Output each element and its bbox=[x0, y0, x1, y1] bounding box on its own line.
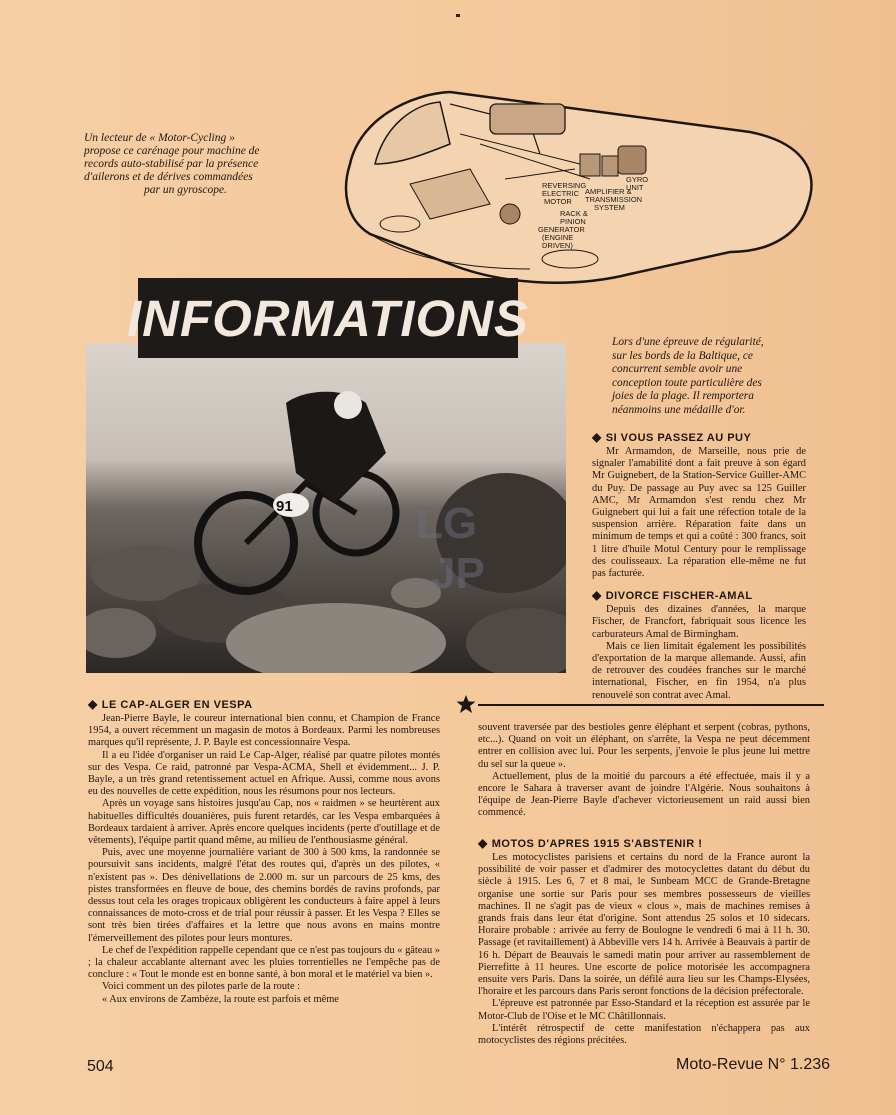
top-caption-line: propose ce carénage pour machine de bbox=[84, 145, 260, 157]
section-heading-puy bbox=[592, 430, 806, 444]
print-mark bbox=[456, 14, 460, 17]
watermark-text: JP bbox=[431, 549, 485, 598]
diagram-label: REVERSING bbox=[542, 181, 587, 190]
diagram-label: SYSTEM bbox=[594, 203, 625, 212]
number-plate: 91 bbox=[276, 498, 293, 515]
section-heading-motos-1915 bbox=[478, 836, 810, 850]
paragraph: Jean-Pierre Bayle, le coureur international bien connu, et Champion de France 1954, a ouvert récemment un magasin de motos à Bordeaux. Parmi les nombreuses marques qu'il représente, J. P. Bayle est concessionnaire Vespa. bbox=[88, 713, 440, 749]
top-caption-line: Un lecteur de « Motor-Cycling » bbox=[84, 132, 235, 144]
fairing-diagram bbox=[330, 84, 820, 299]
diagram-label: (ENGINE bbox=[542, 233, 574, 242]
top-caption-line: records auto-stabilisé par la présence bbox=[84, 158, 259, 170]
paragraph: « Aux environs de Zambèze, la route est parfois et même bbox=[102, 993, 339, 1005]
paragraph: L'épreuve est patronnée par Esso-Standard et la réception est assurée par le Motor-Club de l'Oise et le MC Châtillonnais. bbox=[478, 998, 810, 1022]
paragraph: Voici comment un des pilotes parle de la route : bbox=[102, 981, 301, 993]
top-caption-line: par un gyroscope. bbox=[144, 184, 227, 196]
article-vespa-continuation bbox=[478, 722, 810, 820]
diamond-bullet-icon: ◆ bbox=[592, 430, 602, 444]
paragraph: Mais ce lien limitait également les possibilités d'exportation de la marque allemande. Aussi, afin de retrouver des coudées franches sur le marché international, Fischer, en fin 1954, n'a plus renouvelé son contrat avec Amal. bbox=[592, 640, 806, 701]
photo-caption-line: Lors d'une épreuve de régularité, bbox=[612, 336, 764, 348]
watermark-text: LG bbox=[416, 499, 478, 548]
diagram-label: DRIVEN) bbox=[542, 241, 573, 250]
article-divorce bbox=[592, 604, 806, 702]
star-icon bbox=[456, 694, 824, 714]
paragraph: Les motocyclistes parisiens et certains du nord de la France auront la possibilité de voir passer et d'admirer des motocyclettes datant du début du siècle à 1915. Les 6, 7 et 8 mai, le Sunbeam MCC de Grande-Bretagne organise une sortie sur Paris pour ses membres possesseurs de vieilles machines. Il ne s'agit pas de vieux « clous », mais de machines remises à grands frais dans leur état d'origine. Sont attendus 25 solos et 10 sidecars. Horaire probable : arrivée au ferry de Boulogne le vendredi 6 mai à 11 h. 30. Passage (et ravitaillement) à Abbeville vers 14 h. Arrivée à Beauvais à partir de 16 h. Départ de Beauvais le samedi matin pour arriver au rassemblement de Pierrefitte à 11 heures. Une escorte de police motorisée les accompagnera ensuite vers Paris. Dans la soirée, un défilé aura lieu sur les Champs-Elysées, l'horaire et les parcours dans Paris seront fonctions de la décision préfectorale. bbox=[478, 852, 810, 998]
diagram-label: GYRO bbox=[626, 175, 649, 184]
page-title: INFORMATIONS bbox=[138, 278, 518, 358]
section-heading-vespa bbox=[88, 697, 440, 711]
paragraph: L'intérêt rétrospectif de cette manifestation n'échappera pas aux motocyclistes des régions précitées. bbox=[478, 1022, 810, 1047]
top-caption bbox=[84, 132, 324, 197]
photo-caption-line: sur les bords de la Baltique, ce bbox=[612, 349, 753, 362]
photo-caption-line: concurrent semble avoir une bbox=[612, 363, 743, 375]
paragraph: Actuellement, plus de la moitié du parcours a été effectuée, mais il y a encore le Sahara à traverser avant de joindre l'Algérie. Nous souhaitons à l'équipe de Jean-Pierre Bayle d'achever victorieusement un raid aussi bien commencé. bbox=[478, 770, 810, 819]
paragraph: Depuis des dizaines d'années, la marque Fischer, de Francfort, fabriquait sous licence les carburateurs Amal de Birmingham. bbox=[592, 604, 806, 640]
photo-caption-line: conception toute particulière des bbox=[612, 376, 762, 389]
paragraph: Après un voyage sans histoires jusqu'au Cap, nos « raidmen » se heurtèrent aux habituelles difficultés douanières, puis furent retardés, car les Vespa embarquées à Bordeaux tardaient à arriver. Après encore quelques incidents (perte d'outillage et de vêtements), l'équipe partit quand même, au milieu de l'enthousiasme général. bbox=[88, 798, 440, 847]
page-number: 504 bbox=[87, 1058, 114, 1075]
diagram-label: UNIT bbox=[626, 183, 644, 192]
diagram-label: RACK & bbox=[560, 209, 588, 218]
heading-text: DIVORCE FISCHER-AMAL bbox=[605, 590, 753, 603]
photo-caption-line: néanmoins une médaille d'or. bbox=[612, 403, 746, 416]
paragraph: souvent traversée par des bestioles genre éléphant et serpent (cobras, pythons, etc...). Quand on voit un éléphant, on s'arrête, la Vespa ne peut décemment entrer en collision avec lui. Pour les serpents, j'envoie le plus jeune lui mettre du sel sur la queue ». bbox=[478, 722, 810, 770]
article-motos-1915 bbox=[478, 836, 810, 1047]
diamond-bullet-icon: ◆ bbox=[478, 836, 488, 850]
left-column bbox=[88, 697, 440, 1006]
diagram-label: PINION bbox=[560, 217, 586, 226]
beach-photo bbox=[86, 343, 566, 673]
photo-caption bbox=[612, 336, 806, 417]
fairing-illustration bbox=[330, 84, 820, 299]
star-rule-divider bbox=[456, 694, 824, 714]
diamond-bullet-icon: ◆ bbox=[88, 697, 98, 711]
paragraph: Il a eu l'idée d'organiser un raid Le Cap-Alger, réalisé par quatre pilotes montés sur des Vespa. Ce raid, patronné par Vespa-ACMA, Shell et évidemment... J. P. Bayle, a un très grand retentissement actuel en Afrique. Aussi, comme nous avons eu des nouvelles de cette expédition, nous les résumons pour nos lecteurs. bbox=[88, 749, 440, 798]
section-heading-divorce bbox=[592, 588, 806, 602]
top-caption-line: d'ailerons et de dérives commandées bbox=[84, 171, 253, 183]
diagram-label: MOTOR bbox=[544, 197, 572, 206]
paragraph: Le chef de l'expédition rappelle cependant que ce n'est pas toujours du « gâteau » ; la chaleur accablante alternant avec les pluies torrentielles ne l'empêche pas de conclure : « Tout le monde est en bonne santé, à bon moral et le matériel va bien ». bbox=[88, 944, 440, 981]
paragraph: Mr Armamdon, de Marseille, nous prie de signaler l'amabilité dont a fait preuve à son égard Mr Guignebert, de la Station-Service Guiller-AMC du Puy. De passage au Puy avec sa 125 Guiller AMC, Mr Armamdon s'est rendu chez Mr Guignebert qui lui a fait une réfection totale de la suspension arrière. Réparation faite dans un minimum de temps et qui a coûté : 300 francs, soit 1 litre d'huile Motul Century pour le remplissage des coulisseaux. La réparation elle-même ne fut pas facturée. bbox=[592, 446, 806, 580]
heading-text: LE CAP-ALGER EN VESPA bbox=[101, 699, 253, 711]
paragraph: Puis, avec une moyenne journalière variant de 300 à 500 kms, la randonnée se poursuivit sans incidents, malgré l'état des routes qui, d'après un des pilotes, « n'existent pas ». Des dénivellations de 2.000 m. sur un parcours de 25 kms, des pistes transformées en fleuve de boue, des chemins bordés de ravins profonds, par dessus tout cela les orages tropicaux obligèrent les conducteurs à faire appel à leurs connaissances de moto-cross et de trial pour réussir à passer. Et les Vespa ? Elles se sont très bien tirées d'affaires et la lettre que nous avons en mains montre l'émerveillement des pilotes pour leurs montures. bbox=[88, 847, 440, 944]
diamond-bullet-icon: ◆ bbox=[592, 588, 602, 603]
article-puy bbox=[592, 446, 806, 580]
diagram-label: AMPLIFIER & bbox=[585, 187, 632, 196]
diagram-label: GENERATOR bbox=[538, 225, 585, 234]
diagram-label: ELECTRIC bbox=[542, 189, 580, 198]
photo-caption-line: joies de la plage. Il remportera bbox=[612, 390, 754, 402]
article-vespa bbox=[88, 713, 440, 1006]
diagram-label: TRANSMISSION bbox=[585, 195, 643, 204]
right-column bbox=[592, 422, 806, 702]
magazine-issue: Moto-Revue N° 1.236 bbox=[676, 1056, 831, 1073]
heading-text: MOTOS D'APRES 1915 S'ABSTENIR ! bbox=[491, 838, 703, 850]
heading-text: SI VOUS PASSEZ AU PUY bbox=[605, 432, 752, 444]
